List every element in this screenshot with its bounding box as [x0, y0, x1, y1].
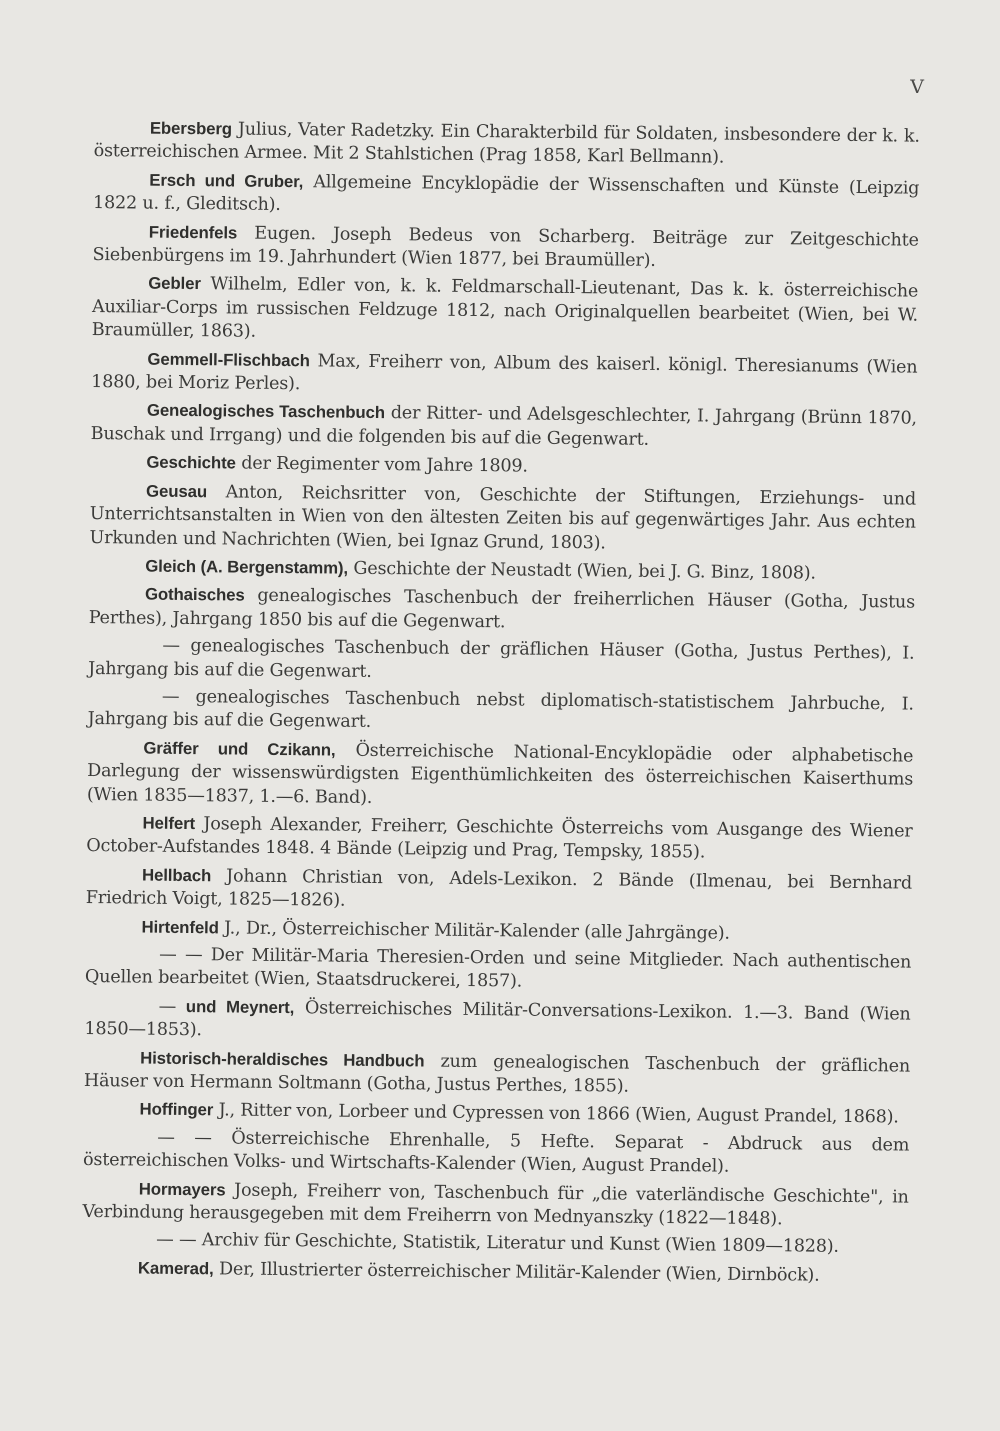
bibliography-entry — [82, 1228, 908, 1260]
entry-text: Anton, Reichsritter von, Geschichte der Stiftungen, Erziehungs- und Unterrichtsanstalten in Wien von den ältesten Zeiten bis auf gegenwärtiges Jahr. Aus echten Urkunden und Nachrichten (Wien, bei Ignaz Grund, 1803). — [89, 481, 917, 553]
entry-text: Geschichte der Neustadt (Wien, bei J. G. Binz, 1808). — [347, 558, 816, 584]
entry-heading: Gleich (A. Bergenstamm), — [145, 556, 349, 578]
bibliography-entry — [91, 398, 917, 454]
entry-heading: Gothaisches — [144, 584, 245, 605]
entry-text: Österreichische National-Encyklopädie oder alphabetische Darlegung der wissenswürdigsten Eigenthümlichkeiten des österreichischen Kaiserthums (Wien 1835—1837, 1.—6. Band). — [86, 740, 914, 808]
bibliography-list — [82, 116, 920, 1293]
entry-heading: Geusau — [145, 481, 208, 501]
entry-heading: Hormayers — [138, 1179, 226, 1200]
entry-heading: Gräffer und Czikann, — [143, 738, 336, 760]
entry-text: der Ritter- und Adelsgeschlechter, I. Jahrgang (Brünn 1870, Buschak und Irrgang) und die folgenden bis auf die Gegenwart. — [90, 403, 917, 450]
entry-heading: Ebersberg — [149, 118, 233, 139]
bibliography-entry — [92, 271, 919, 351]
entry-heading: Helfert — [142, 813, 196, 834]
bibliography-entry — [83, 1126, 909, 1181]
entry-text: Österreichische Ehrenhalle, 5 Hefte. Separat - Abdruck aus dem österreichischen Volks- und Wirtschafts-Kalender (Wien, August Prandel). — [82, 1128, 910, 1177]
bibliography-entry — [87, 736, 914, 816]
bibliography-entry — [88, 634, 914, 689]
entry-text: J., Ritter von, Lorbeer und Cypressen von 1866 (Wien, August Prandel, 1868). — [213, 1100, 899, 1128]
entry-text: Allgemeine Encyklopädie der Wissenschaften und Künste (Leipzig 1822 u. f., Gleditsch). — [92, 172, 920, 216]
entry-heading: Hirtenfeld — [141, 917, 219, 937]
bibliography-entry — [91, 347, 917, 403]
ditto-dash: — — [161, 686, 180, 707]
entry-heading: Geschichte — [146, 452, 236, 473]
entry-text: Johann Christian von, Adels-Lexikon. 2 Bände (Ilmenau, bei Bernhard Friedrich Voigt, 1825—1826). — [85, 866, 913, 911]
entry-text: Joseph, Freiherr von, Taschenbuch für „die vaterländische Geschichte", in Verbindung herausgegeben mit dem Freiherrn von Mednyanszky (1822—1848). — [82, 1180, 909, 1230]
bibliography-entry — [84, 994, 910, 1050]
entry-text: Julius, Vater Radetzky. Ein Charakterbild für Soldaten, insbesondere der k. k. österreichischen Armee. Mit 2 Stahlstichen (Prag 1858, Karl Bellmann). — [93, 119, 920, 169]
entry-text: der Regimenter vom Jahre 1809. — [235, 453, 528, 477]
entry-text: Der Militär-Maria Theresien-Orden und seine Mitglieder. Nach authentischen Quellen bearbeitet (Wien, Staatsdruckerei, 1857). — [84, 945, 912, 992]
entry-heading: Historisch-heraldisches Handbuch — [140, 1048, 425, 1071]
page-number: V — [910, 76, 924, 98]
ditto-dash: — — — [157, 1127, 212, 1149]
entry-text: genealogisches Taschenbuch der freiherrlichen Häuser (Gotha, Justus Perthes), Jahrgang 1850 bis auf die Gegenwart. — [88, 585, 916, 633]
entry-text: Eugen. Joseph Bedeus von Scharberg. Beiträge zur Zeitgeschichte Siebenbürgens im 19. Jahrhundert (Wien 1877, bei Braumüller). — [92, 223, 919, 271]
bibliography-entry — [85, 915, 911, 948]
bibliography-entry — [86, 811, 912, 867]
ditto-dash: — — — [159, 944, 203, 966]
ditto-dash: — — — [156, 1230, 197, 1251]
bibliography-entry — [92, 220, 918, 276]
bibliography-entry — [90, 450, 916, 483]
entry-text: Wilhelm, Edler von, k. k. Feldmarschall-Lieutenant, Das k. k. österreichische Auxiliar-Corps im russischen Feldzuge 1812, nach Originalquellen bearbeitet (Wien, bei W. Braumüller, 1863). — [91, 274, 919, 342]
bibliography-entry — [85, 943, 911, 998]
entry-heading: und Meynert, — [175, 996, 295, 1017]
bibliography-entry — [84, 1046, 910, 1102]
bibliography-entry — [93, 116, 919, 172]
ditto-dash: — — [158, 996, 177, 1017]
entry-heading: Ersch und Gruber, — [149, 170, 304, 192]
bibliography-entry — [88, 685, 914, 740]
entry-text: Archiv für Geschichte, Statistik, Literatur und Kunst (Wien 1809—1828). — [196, 1230, 839, 1258]
bibliography-entry — [89, 479, 916, 559]
entry-text: zum genealogischen Taschenbuch der gräflichen Häuser von Hermann Soltmann (Gotha, Justus Perthes, 1855). — [83, 1051, 911, 1097]
entry-text: Joseph Alexander, Freiherr, Geschichte Österreichs vom Ausgange des Wiener October-Aufstandes 1848. 4 Bände (Leipzig und Prag, Tempsky, 1855). — [86, 814, 913, 863]
entry-text: Österreichisches Militär-Conversations-Lexikon. 1.—3. Band (Wien 1850—1853). — [84, 997, 911, 1041]
entry-text: Der, Illustrierter österreichischer Militär-Kalender (Wien, Dirnböck). — [213, 1259, 820, 1286]
entry-heading: Friedenfels — [148, 222, 238, 243]
bibliography-entry — [82, 1256, 908, 1289]
entry-text: genealogisches Taschenbuch nebst diplomatisch-statistischem Jahrbuche, I. Jahrgang bis auf die Gegenwart. — [87, 686, 914, 733]
bibliography-entry — [86, 863, 912, 919]
entry-heading: Hellbach — [141, 865, 212, 886]
bibliography-entry — [89, 554, 915, 587]
bibliography-entry — [93, 168, 919, 224]
entry-heading: Gebler — [148, 274, 201, 294]
entry-heading: Kamerad, — [137, 1258, 214, 1279]
bibliography-entry — [89, 582, 915, 638]
entry-text: genealogisches Taschenbuch der gräflichen Häuser (Gotha, Justus Perthes), I. Jahrgang bis auf die Gegenwart. — [88, 636, 915, 682]
entry-heading: Gemmell-Flischbach — [147, 349, 310, 370]
ditto-dash: — — [162, 635, 180, 657]
bibliography-entry — [82, 1177, 908, 1233]
entry-heading: Genealogisches Taschenbuch — [146, 401, 386, 423]
entry-heading: Hoffinger — [139, 1099, 214, 1120]
entry-text: Max, Freiherr von, Album des kaiserl. königl. Theresianums (Wien 1880, bei Moriz Perles). — [91, 350, 918, 395]
bibliography-entry — [83, 1097, 909, 1130]
entry-text: J., Dr., Österreichischer Militär-Kalender (alle Jahrgänge). — [218, 917, 730, 944]
